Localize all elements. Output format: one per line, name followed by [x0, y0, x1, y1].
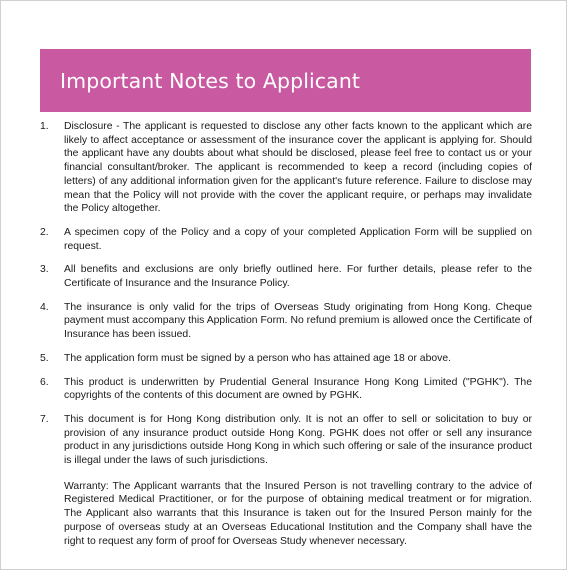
note-text: All benefits and exclusions are only briefly outlined here. For further details, please refer to the Certificate of Insurance and the Insurance Policy.: [64, 264, 532, 290]
warranty-paragraph: Warranty: The Applicant warrants that the Insured Person is not travelling contrary to the advice of Registered Medical Practitioner, or for the purpose of obtaining medical treatment or for migration. The Applicant also warrants that this Insurance is taken out for the Insured Person mainly for the purpose of overseas study at an Overseas Educational Institution and the Company shall have the right to request any form of proof for Overseas Study whenever necessary.: [64, 480, 532, 547]
note-number: 7.: [40, 413, 49, 425]
note-item-6: [40, 376, 532, 403]
note-item-3: [40, 263, 532, 290]
note-text: This product is underwritten by Prudential General Insurance Hong Kong Limited ("PGHK"). The copyrights of the contents of this document are owned by PGHK.: [64, 376, 532, 402]
note-body: [64, 413, 532, 548]
note-item-7: [40, 413, 532, 548]
note-number: 1.: [40, 121, 49, 132]
note-number: 2.: [40, 226, 49, 238]
note-text: This document is for Hong Kong distribution only. It is not an offer to sell or solicitation to buy or provision of any insurance product outside Hong Kong. PGHK does not offer or sell any insurance product in any jurisdictions outside Hong Kong in which such offering or sale of the insurance product is illegal under the laws of such jurisdictions.: [64, 413, 532, 467]
note-number: 4.: [40, 301, 49, 313]
note-text: The insurance is only valid for the trips of Overseas Study originating from Hong Kong. Cheque payment must accompany this Application Form. No refund premium is allowed once the Certificate of Insurance has been issued.: [64, 301, 532, 341]
note-text: A specimen copy of the Policy and a copy of your completed Application Form will be supplied on request.: [64, 226, 532, 252]
note-item-2: [40, 226, 532, 253]
title-banner: [40, 49, 531, 112]
note-number: 6.: [40, 376, 49, 388]
note-item-4: [40, 301, 532, 342]
note-text: The application form must be signed by a person who has attained age 18 or above.: [64, 352, 452, 364]
note-item-5: [40, 352, 532, 366]
notes-list: [40, 120, 532, 558]
note-text: Disclosure - The applicant is requested to disclose any other facts known to the applicant which are likely to affect acceptance or assessment of the insurance cover the applicant is applying for. Should the applicant have any doubts about what should be disclosed, please feel free to contact us or your financial consultant/broker. The applicant is recommended to keep a record (including copies of letters) of any additional information given for the applicant's future reference. Failure to disclose may mean that the Policy will not provide with the cover the applicant require, or perhaps may invalidate the Policy altogether.: [64, 121, 532, 215]
note-number: 3.: [40, 264, 49, 276]
page-title: Important Notes to Applicant: [60, 68, 361, 93]
note-number: 5.: [40, 352, 49, 364]
note-item-1: [40, 120, 532, 216]
